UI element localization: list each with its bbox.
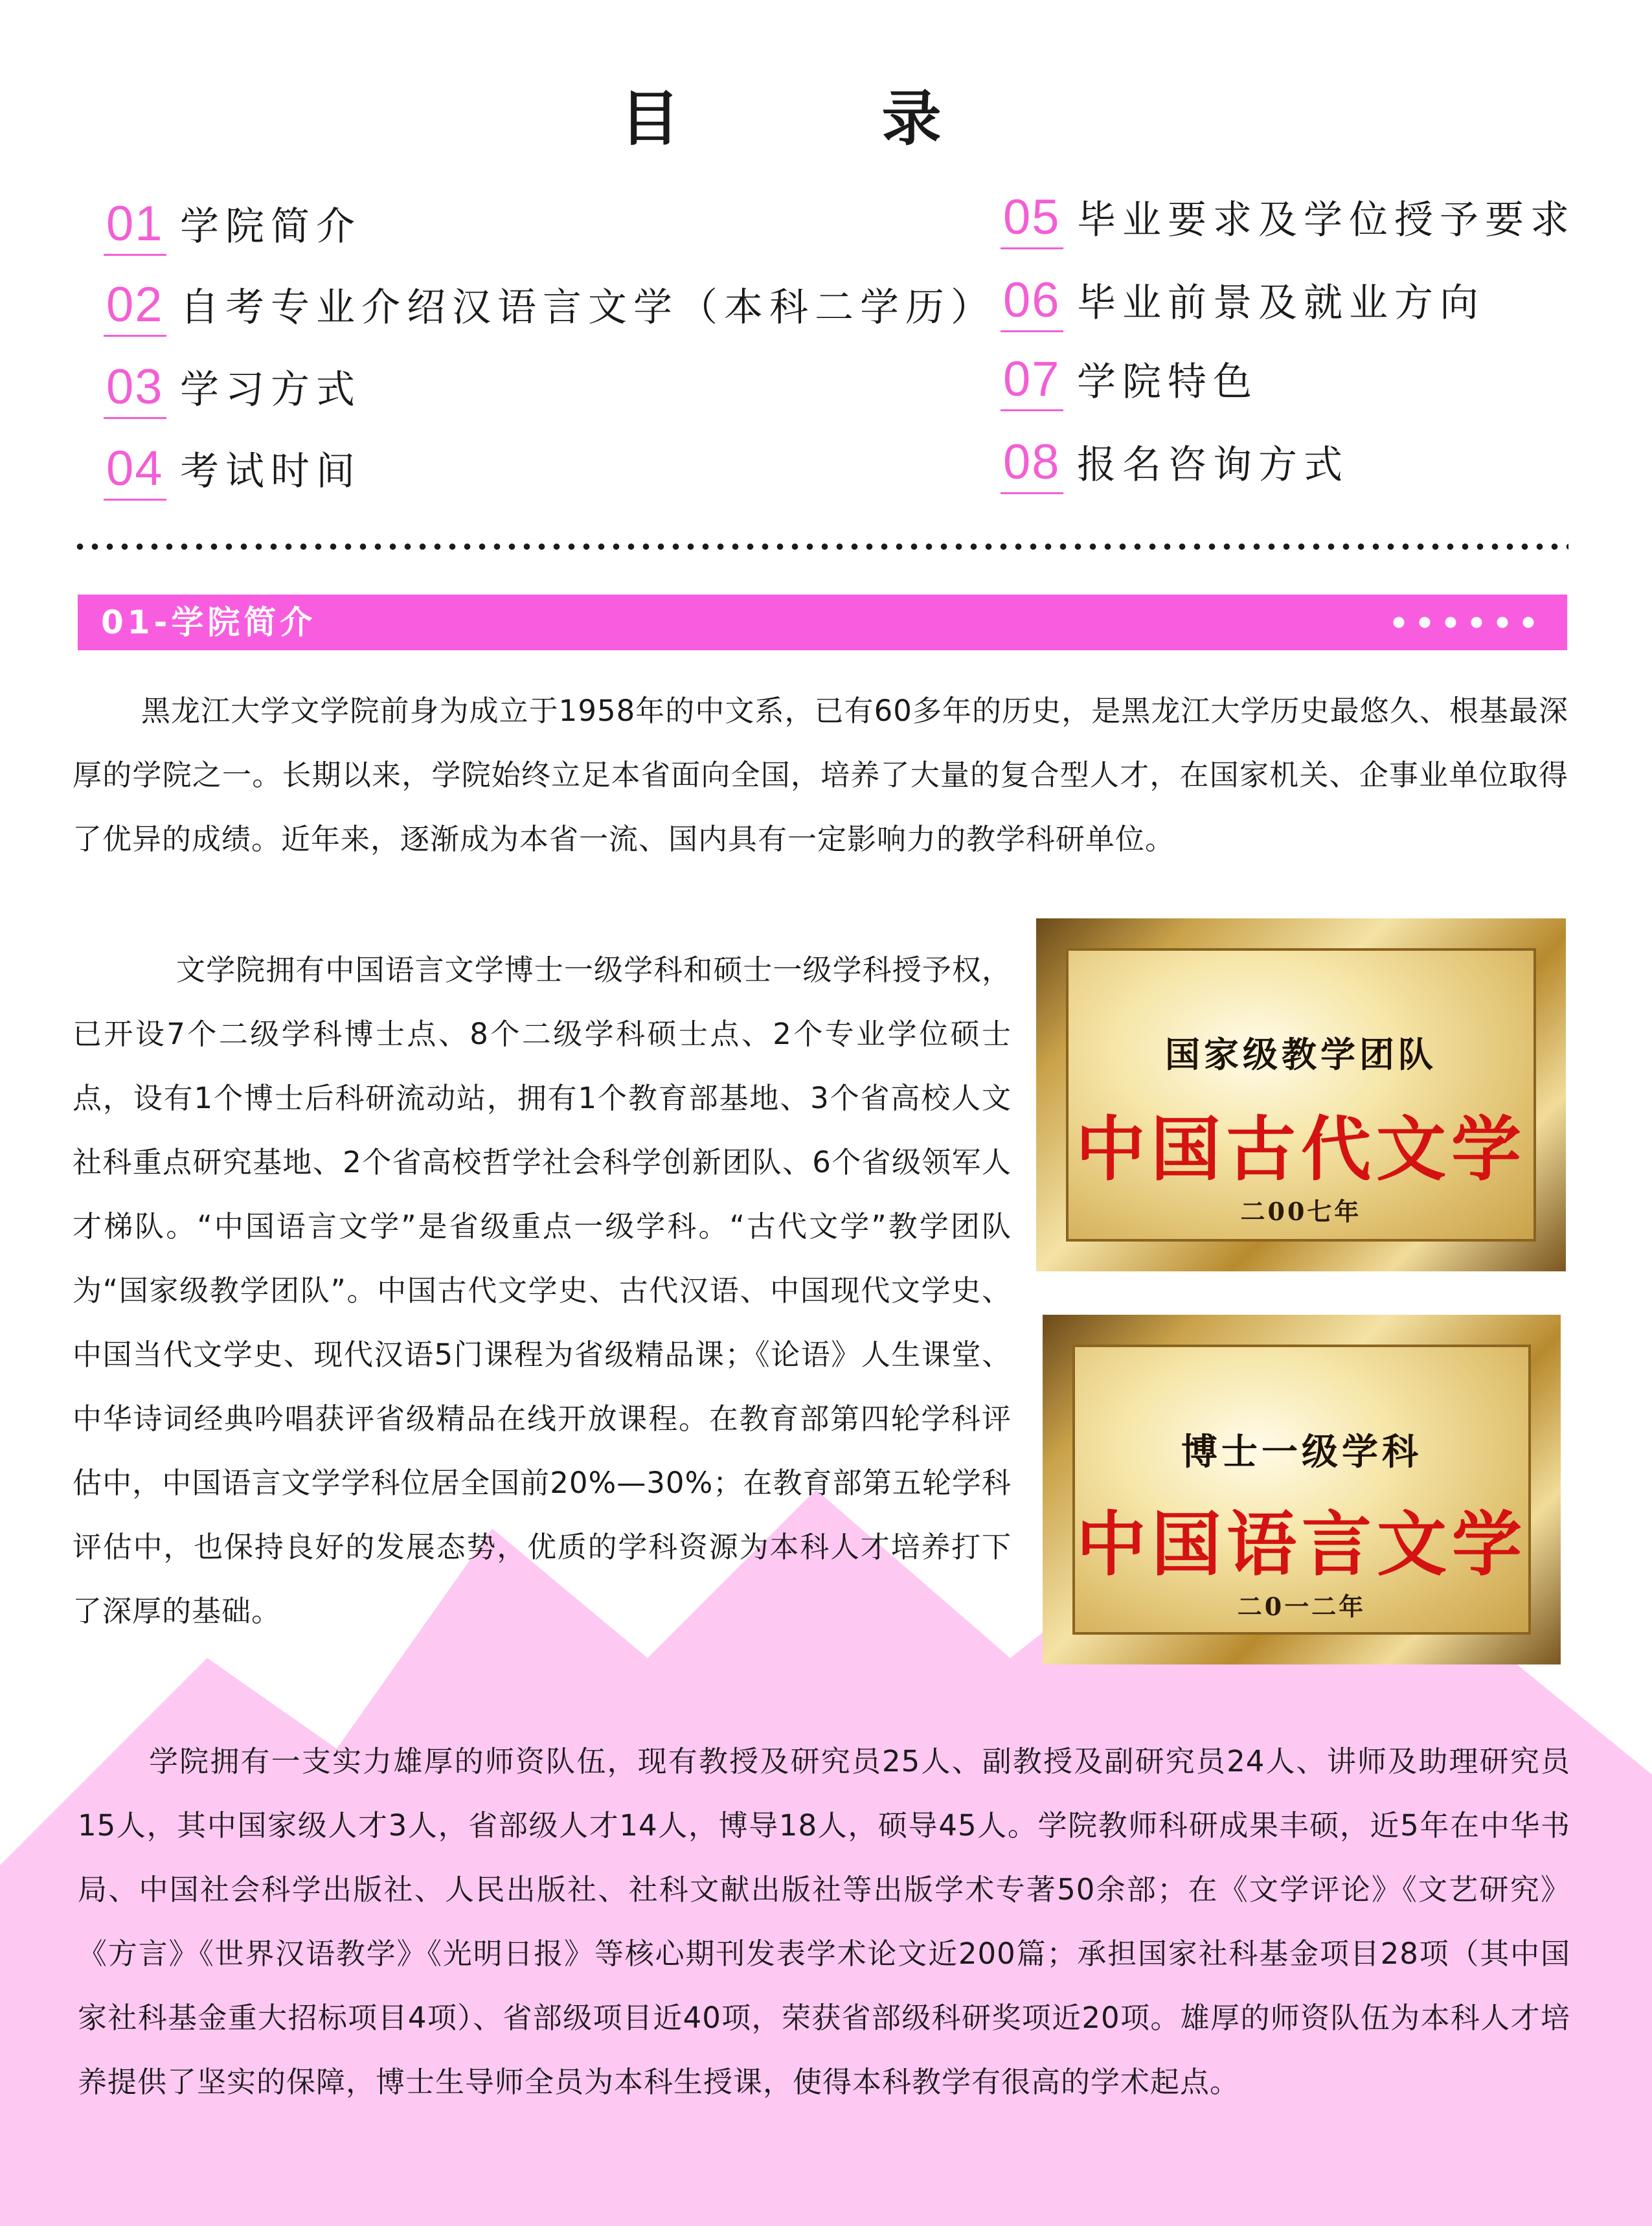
award-plaque-national-teaching-team <box>1036 918 1566 1271</box>
page-title: 目 录 <box>620 84 1032 153</box>
toc-number: 07 <box>1001 350 1063 411</box>
toc-label: 学习方式 <box>180 367 361 413</box>
plaque-heading: 国家级教学团队 <box>1165 1034 1437 1075</box>
toc-number: 08 <box>1001 433 1063 494</box>
plaque-year: 二00七年 <box>1240 1197 1362 1226</box>
dotted-divider <box>73 543 1568 551</box>
intro-paragraph-3: 学院拥有一支实力雄厚的师资队伍，现有教授及研究员25人、副教授及副研究员24人、讲师及助理研究员15人，其中国家级人才3人，省部级人才14人，博导18人，硕导45人。学院教师科研成果丰硕，近5年在中华书局、中国社会科学出版社、人民出版社、社科文献出版社等出版学术专著50余部；在《文学评论》《文艺研究》《方言》《世界汉语教学》《光明日报》等核心期刊发表学术论文近200篇；承担国家社科基金项目28项（其中国家社科基金重大招标项目4项）、省部级项目近40项，荣获省部级科研奖项近20项。雄厚的师资队伍为本科人才培养提供了坚实的保障，博士生导师全员为本科生授课，使得本科教学有很高的学术起点。 <box>78 1744 1570 2099</box>
toc-label: 毕业前景及就业方向 <box>1077 280 1485 326</box>
intro-paragraph-1: 黑龙江大学文学院前身为成立于1958年的中文系，已有60多年的历史，是黑龙江大学历史最悠久、根基最深厚的学院之一。长期以来，学院始终立足本省面向全国，培养了大量的复合型人才，在国家机关、企事业单位取得了优异的成绩。近年来，逐渐成为本省一流、国内具有一定影响力的教学科研单位。 <box>73 694 1568 856</box>
toc-number: 06 <box>1001 271 1063 332</box>
plaque-heading: 博士一级学科 <box>1181 1431 1422 1473</box>
plaque-main-title: 中国语言文学 <box>1076 1504 1527 1585</box>
toc-number: 05 <box>1001 188 1063 249</box>
toc-number: 01 <box>104 194 166 256</box>
plaque-year: 二0一二年 <box>1237 1592 1366 1621</box>
intro-paragraph-2: 文学院拥有中国语言文学博士一级学科和硕士一级学科授予权，已开设7个二级学科博士点、8个二级学科硕士点、2个专业学位硕士点，设有1个博士后科研流动站，拥有1个教育部基地、3个省高校人文社科重点研究基地、2个省高校哲学社会科学创新团队、6个省级领军人才梯队。“中国语言文学”是省级重点一级学科。“古代文学”教学团队为“国家级教学团队”。中国古代文学史、古代汉语、中国现代文学史、中国当代文学史、现代汉语5门课程为省级精品课；《论语》人生课堂、中华诗词经典吟唱获评省级精品在线开放课程。在教育部第四轮学科评估中，中国语言文学学科位居全国前20%—30%；在教育部第五轮学科评估中，也保持良好的发展态势，优质的学科资源为本科人才培养打下了深厚的基础。 <box>73 953 1012 1628</box>
toc-label: 毕业要求及学位授予要求 <box>1077 198 1576 243</box>
toc-label: 考试时间 <box>180 449 361 494</box>
toc-number: 03 <box>104 358 166 419</box>
plaque-panel <box>1066 948 1536 1242</box>
toc-label: 学院特色 <box>1077 359 1258 405</box>
plaque-panel <box>1072 1345 1531 1635</box>
toc-label: 报名咨询方式 <box>1077 442 1349 488</box>
toc-label: 自考专业介绍汉语言文学（本科二学历） <box>180 285 996 330</box>
award-plaque-doctoral-discipline <box>1043 1315 1561 1664</box>
section-header-bar <box>78 595 1567 650</box>
decorative-dots <box>1386 617 1541 628</box>
plaque-main-title: 中国古代文学 <box>1075 1109 1526 1190</box>
toc-number: 02 <box>104 275 166 337</box>
toc-number: 04 <box>104 439 166 501</box>
section-title: 01-学院简介 <box>101 604 317 641</box>
toc-label: 学院简介 <box>180 204 361 249</box>
